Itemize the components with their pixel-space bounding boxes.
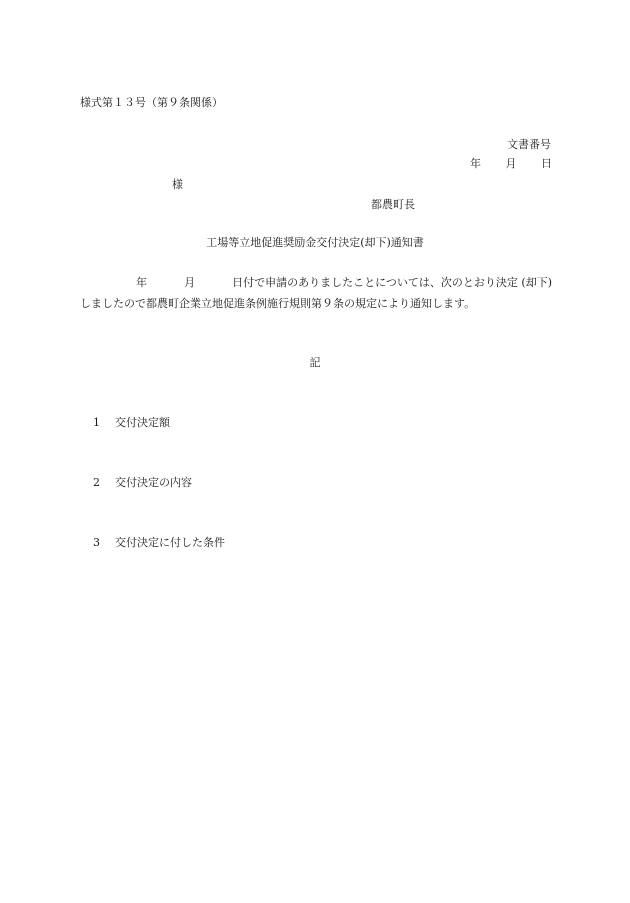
body-line-2: しましたので都農町企業立地促進条例施行規則第９条の規定により通知します。 bbox=[80, 297, 476, 310]
item-number: 3 bbox=[93, 536, 100, 549]
issue-date bbox=[470, 157, 552, 171]
document-title: 工場等立地促進奨励金交付決定(却下)通知書 bbox=[206, 236, 424, 249]
addressee-honorific: 様 bbox=[172, 178, 183, 191]
body-line-1 bbox=[80, 276, 552, 290]
list-item bbox=[93, 416, 170, 430]
date-month-label: 月 bbox=[505, 157, 517, 170]
list-item bbox=[93, 476, 192, 490]
body-month-label: 月 bbox=[184, 276, 196, 289]
form-number: 様式第１３号（第９条関係） bbox=[80, 96, 223, 109]
item-label: 交付決定に付した条件 bbox=[115, 536, 225, 549]
document-number-label: 文書番号 bbox=[507, 138, 551, 151]
body-line-1-text: 日付で申請のありましたことについては、次のとおり決定 (却下) bbox=[232, 276, 552, 289]
date-day-label: 日 bbox=[541, 157, 552, 170]
item-label: 交付決定の内容 bbox=[115, 476, 192, 489]
ki-heading: 記 bbox=[309, 356, 321, 369]
date-year-label: 年 bbox=[470, 157, 481, 170]
item-number: 2 bbox=[93, 476, 100, 489]
item-number: 1 bbox=[93, 416, 100, 429]
body-year-label: 年 bbox=[136, 276, 147, 289]
item-label: 交付決定額 bbox=[115, 416, 170, 429]
issuer-name: 都農町長 bbox=[371, 198, 415, 211]
list-item bbox=[93, 536, 225, 550]
